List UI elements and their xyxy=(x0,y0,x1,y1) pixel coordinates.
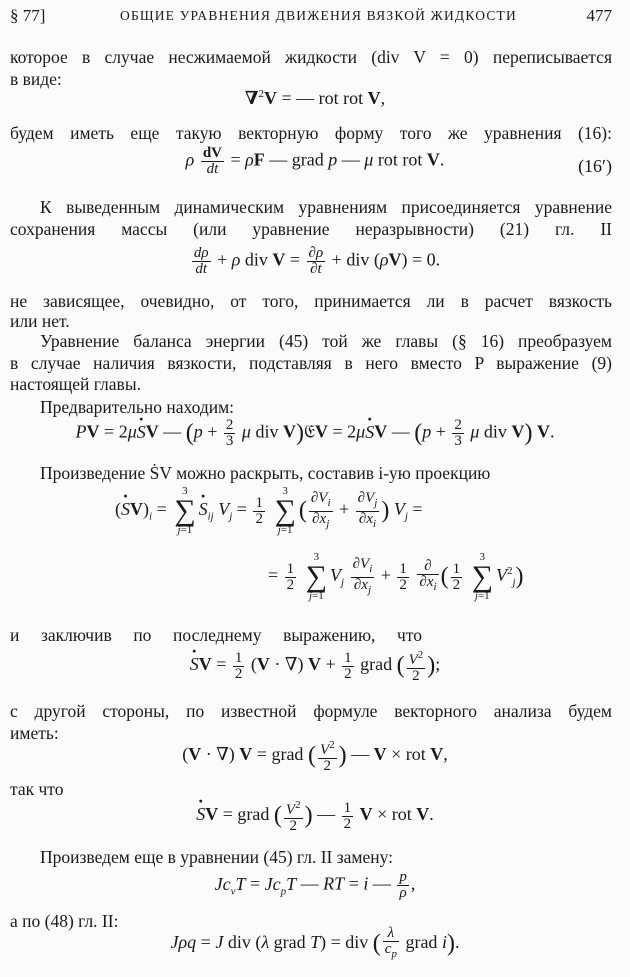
equation-heat-flux: Jρq = J div (λ grad T) = div ( $\frac{\lambda}{c_p}$ grad i). xyxy=(170,925,460,960)
equation-sv-projection-2: = $\frac{1}{2}$ 3 ∑ j=1 $V_j$ $\frac{\partial V_i}{\partial x_j}$ + $\frac{1}{2}$ $\frac{\partial}{\partial x_i}$ ( $\frac{1}{2}$ 3 ∑ j=1 $V^2_j$) xyxy=(268,551,524,602)
text-line: К выведенным динамическим уравнениям присоединяется уравнение xyxy=(40,197,612,217)
text-line: иметь: xyxy=(10,723,59,743)
equation-16-prime: ρ $\frac{dV}{dt}$ = ρF — grad p — μ rot rot V. xyxy=(185,145,445,177)
running-title: ОБЩИЕ УРАВНЕНИЯ ДВИЖЕНИЯ ВЯЗКОЙ ЖИДКОСТИ xyxy=(120,8,517,23)
text-line: и заключив по последнему выражению, что xyxy=(10,625,422,645)
equation-sv-final: · SV = grad ( $\frac{V^2}{2}$ ) — $\frac{1}{2}$ V × rot V. xyxy=(0,798,630,834)
equation-sv-result: · SV = $\frac{1}{2}$ (V · ∇) V + $\frac{1}{2}$ grad ( $\frac{V^2}{2}$ ); xyxy=(0,648,630,684)
text-line: с другой стороны, по известной формуле векторного анализа будем xyxy=(10,701,612,721)
text-line: в случае наличия вязкости, подставляя в него вместо P выражение (9) xyxy=(10,353,612,373)
text-line: так что xyxy=(10,779,64,799)
text-line: будем иметь еще такую векторную форму того же уравнения (16): xyxy=(10,123,612,143)
equation-laplacian: ∇$^2$V = — rot rot V, xyxy=(244,88,386,108)
text-line: которое в случае несжимаемой жидкости (div V = 0) переписывается xyxy=(10,47,612,67)
page-number: 477 xyxy=(586,6,612,25)
text-line: в виде: xyxy=(10,69,62,89)
equation-sv-projection-1: (· $SV)_i$ = 3 ∑ j=1 · $S_{ij}$ $V_j$ = $\frac{1}{2}$ 3 ∑ j=1 ( $\frac{\partial V_i}{\partial x_j}$ + $\frac{\partial V_j}{\partial x_i}$ ) $V_j$ = xyxy=(20,486,630,536)
text-line: Уравнение баланса энергии (45) той же главы (§ 16) преобразуем xyxy=(40,331,612,351)
page-header xyxy=(10,6,612,30)
equation-enthalpy: $Jc_vT = Jc_pT$ — RT = i — $\frac{p}{\rho}$ , xyxy=(214,869,416,901)
equation-pv: PV = 2μ· SV — (p + $\frac{2}{3}$ μ div V)𝔈V = 2μ· SV — (p + $\frac{2}{3}$ μ div V) V. xyxy=(0,418,630,449)
text-line: Произведем еще в уравнении (45) гл. II замену: xyxy=(40,847,393,867)
text-line: настоящей главы. xyxy=(10,374,141,394)
text-line: или нет. xyxy=(10,311,70,331)
section-reference: § 77] xyxy=(10,6,46,25)
text-line: Произведение ṠV можно раскрыть, составив i-ую проекцию xyxy=(40,463,491,483)
equation-continuity: $\frac{d\rho}{dt}$ + ρ div V = $\frac{\partial\rho}{\partial t}$ + div (ρV) = 0. xyxy=(193,245,441,277)
text-line: не зависящее, очевидно, от того, принимается ли в расчет вязкость xyxy=(10,291,612,311)
equation-vector-identity: (V · ∇) V = grad ( $\frac{V^2}{2}$ ) — V × rot V, xyxy=(182,739,448,774)
equation-number: (16′) xyxy=(578,156,612,176)
text-line: Предварительно находим: xyxy=(40,397,235,417)
text-line: а по (48) гл. II: xyxy=(10,911,119,931)
text-line: сохранения массы (или уравнение неразрывности) (21) гл. II xyxy=(10,219,612,239)
